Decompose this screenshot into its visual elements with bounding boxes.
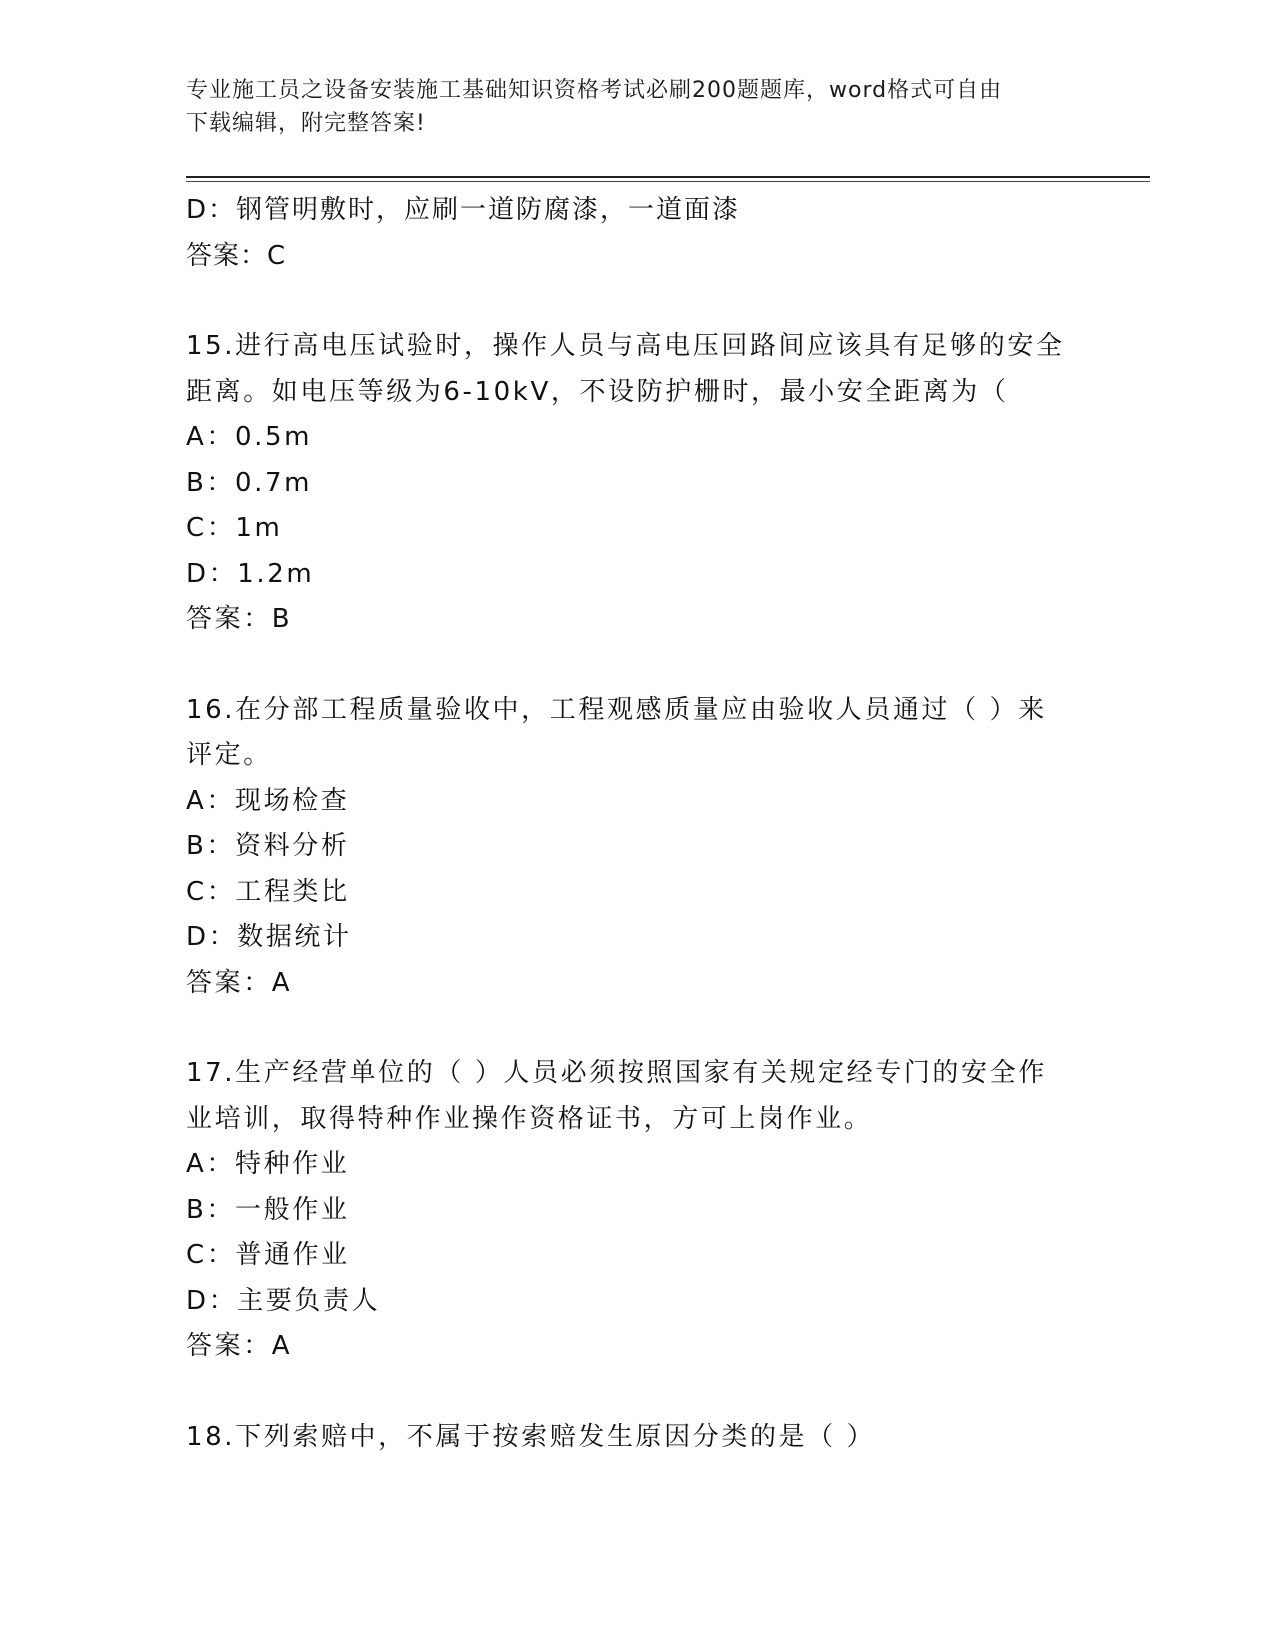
question-17 [186,1051,1086,1370]
spacer [186,1006,1086,1051]
question-16 [186,688,1086,1007]
question-text-line-2: 距离。如电压等级为6-10kV，不设防护栅时，最小安全距离为（ [186,376,1009,407]
question-text-line-1: 16.在分部工程质量验收中，工程观感质量应由验收人员通过（ ）来 [186,694,1047,725]
header-divider-thin [186,181,1150,182]
answer: 答案：A [186,1331,293,1361]
question-18 [186,1415,1086,1461]
option-d: D：1.2m [186,558,315,589]
option-b: B：0.7m [186,467,313,498]
header-line-1: 专业施工员之设备安装施工基础知识资格考试必刷200题题库，word格式可自由 [186,78,1003,103]
question-15 [186,324,1086,643]
question-14-tail [186,188,1086,279]
header-line-2: 下载编辑，附完整答案! [186,111,426,136]
page-header [186,74,1066,140]
spacer [186,279,1086,324]
question-content [186,188,1086,1460]
answer: 答案：C [186,240,287,271]
option-b: B：资料分析 [186,831,350,861]
option-d: D：数据统计 [186,922,352,952]
option-d: D：钢管明敷时，应刷一道防腐漆，一道面漆 [186,195,741,225]
option-c: C：普通作业 [186,1240,350,1270]
question-text-line-2: 业培训，取得特种作业操作资格证书，方可上岗作业。 [186,1103,873,1134]
option-a: A：特种作业 [186,1149,350,1179]
option-c: C：工程类比 [186,876,350,907]
question-text-line-1: 17.生产经营单位的（ ）人员必须按照国家有关规定经专门的安全作 [186,1058,1047,1088]
option-a: A：0.5m [186,422,313,452]
question-text-line-2: 评定。 [186,740,272,770]
answer: 答案：B [186,604,293,634]
option-c: C：1m [186,513,283,543]
question-text-line-1: 15.进行高电压试验时，操作人员与高电压回路间应该具有足够的安全 [186,331,1065,361]
spacer [186,1370,1086,1415]
option-a: A：现场检查 [186,785,350,816]
header-divider-thick [186,176,1150,178]
question-text-line-1: 18.下列索赔中，不属于按索赔发生原因分类的是（ ） [186,1421,876,1452]
option-b: B：一般作业 [186,1194,350,1225]
answer: 答案：A [186,967,293,998]
spacer [186,643,1086,688]
option-d: D：主要负责人 [186,1285,381,1316]
